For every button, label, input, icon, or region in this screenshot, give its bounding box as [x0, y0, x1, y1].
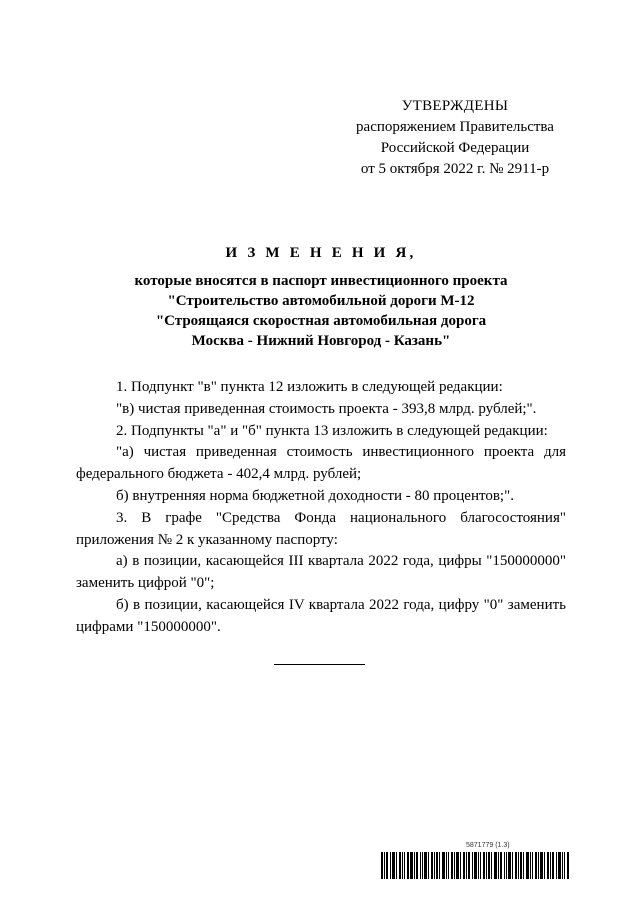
approval-line: распоряжением Правительства	[356, 119, 554, 135]
barcode	[381, 852, 569, 879]
paragraph: "в) чистая приведенная стоимость проекта - 393,8 млрд. рублей;".	[116, 400, 537, 417]
title-line: Москва - Нижний Новгород - Казань"	[191, 333, 451, 349]
approval-stamp	[340, 96, 570, 180]
paragraph: б) внутренняя норма бюджетной доходности - 80 процентов;".	[116, 487, 514, 504]
approval-line: Российской Федерации	[380, 140, 530, 156]
paragraph: а) в позиции, касающейся III квартала 2022 года, цифры "150000000" заменить цифрой "0";	[76, 553, 566, 592]
paragraph: 2. Подпункты "а" и "б" пункта 13 изложить в следующей редакции:	[116, 422, 548, 439]
document-title	[76, 243, 566, 351]
document-code: 5871779 (1.3)	[466, 842, 510, 849]
paragraph: б) в позиции, касающейся IV квартала 2022 года, цифру "0" заменить цифрами "150000000".	[76, 596, 566, 635]
approval-title: УТВЕРЖДЕНЫ	[401, 98, 509, 114]
approval-date-number: от 5 октября 2022 г. № 2911-р	[360, 161, 550, 177]
changes-heading: И З М Е Н Е Н И Я,	[225, 245, 417, 261]
title-line: которые вносятся в паспорт инвестиционного проекта	[134, 273, 508, 289]
document-body	[76, 377, 566, 639]
paragraph: 1. Подпункт "в" пункта 12 изложить в следующей редакции:	[116, 379, 503, 395]
closing-divider	[274, 664, 365, 665]
title-line: "Строительство автомобильной дороги М-12	[167, 293, 475, 309]
paragraph: 3. В графе "Средства Фонда национального благосостояния" приложения № 2 к указанному паспорту:	[76, 509, 566, 548]
title-line: "Строящаяся скоростная автомобильная дорога	[155, 313, 487, 329]
paragraph: "а) чистая приведенная стоимость инвестиционного проекта для федерального бюджета - 402,4 млрд. рублей;	[76, 444, 566, 483]
